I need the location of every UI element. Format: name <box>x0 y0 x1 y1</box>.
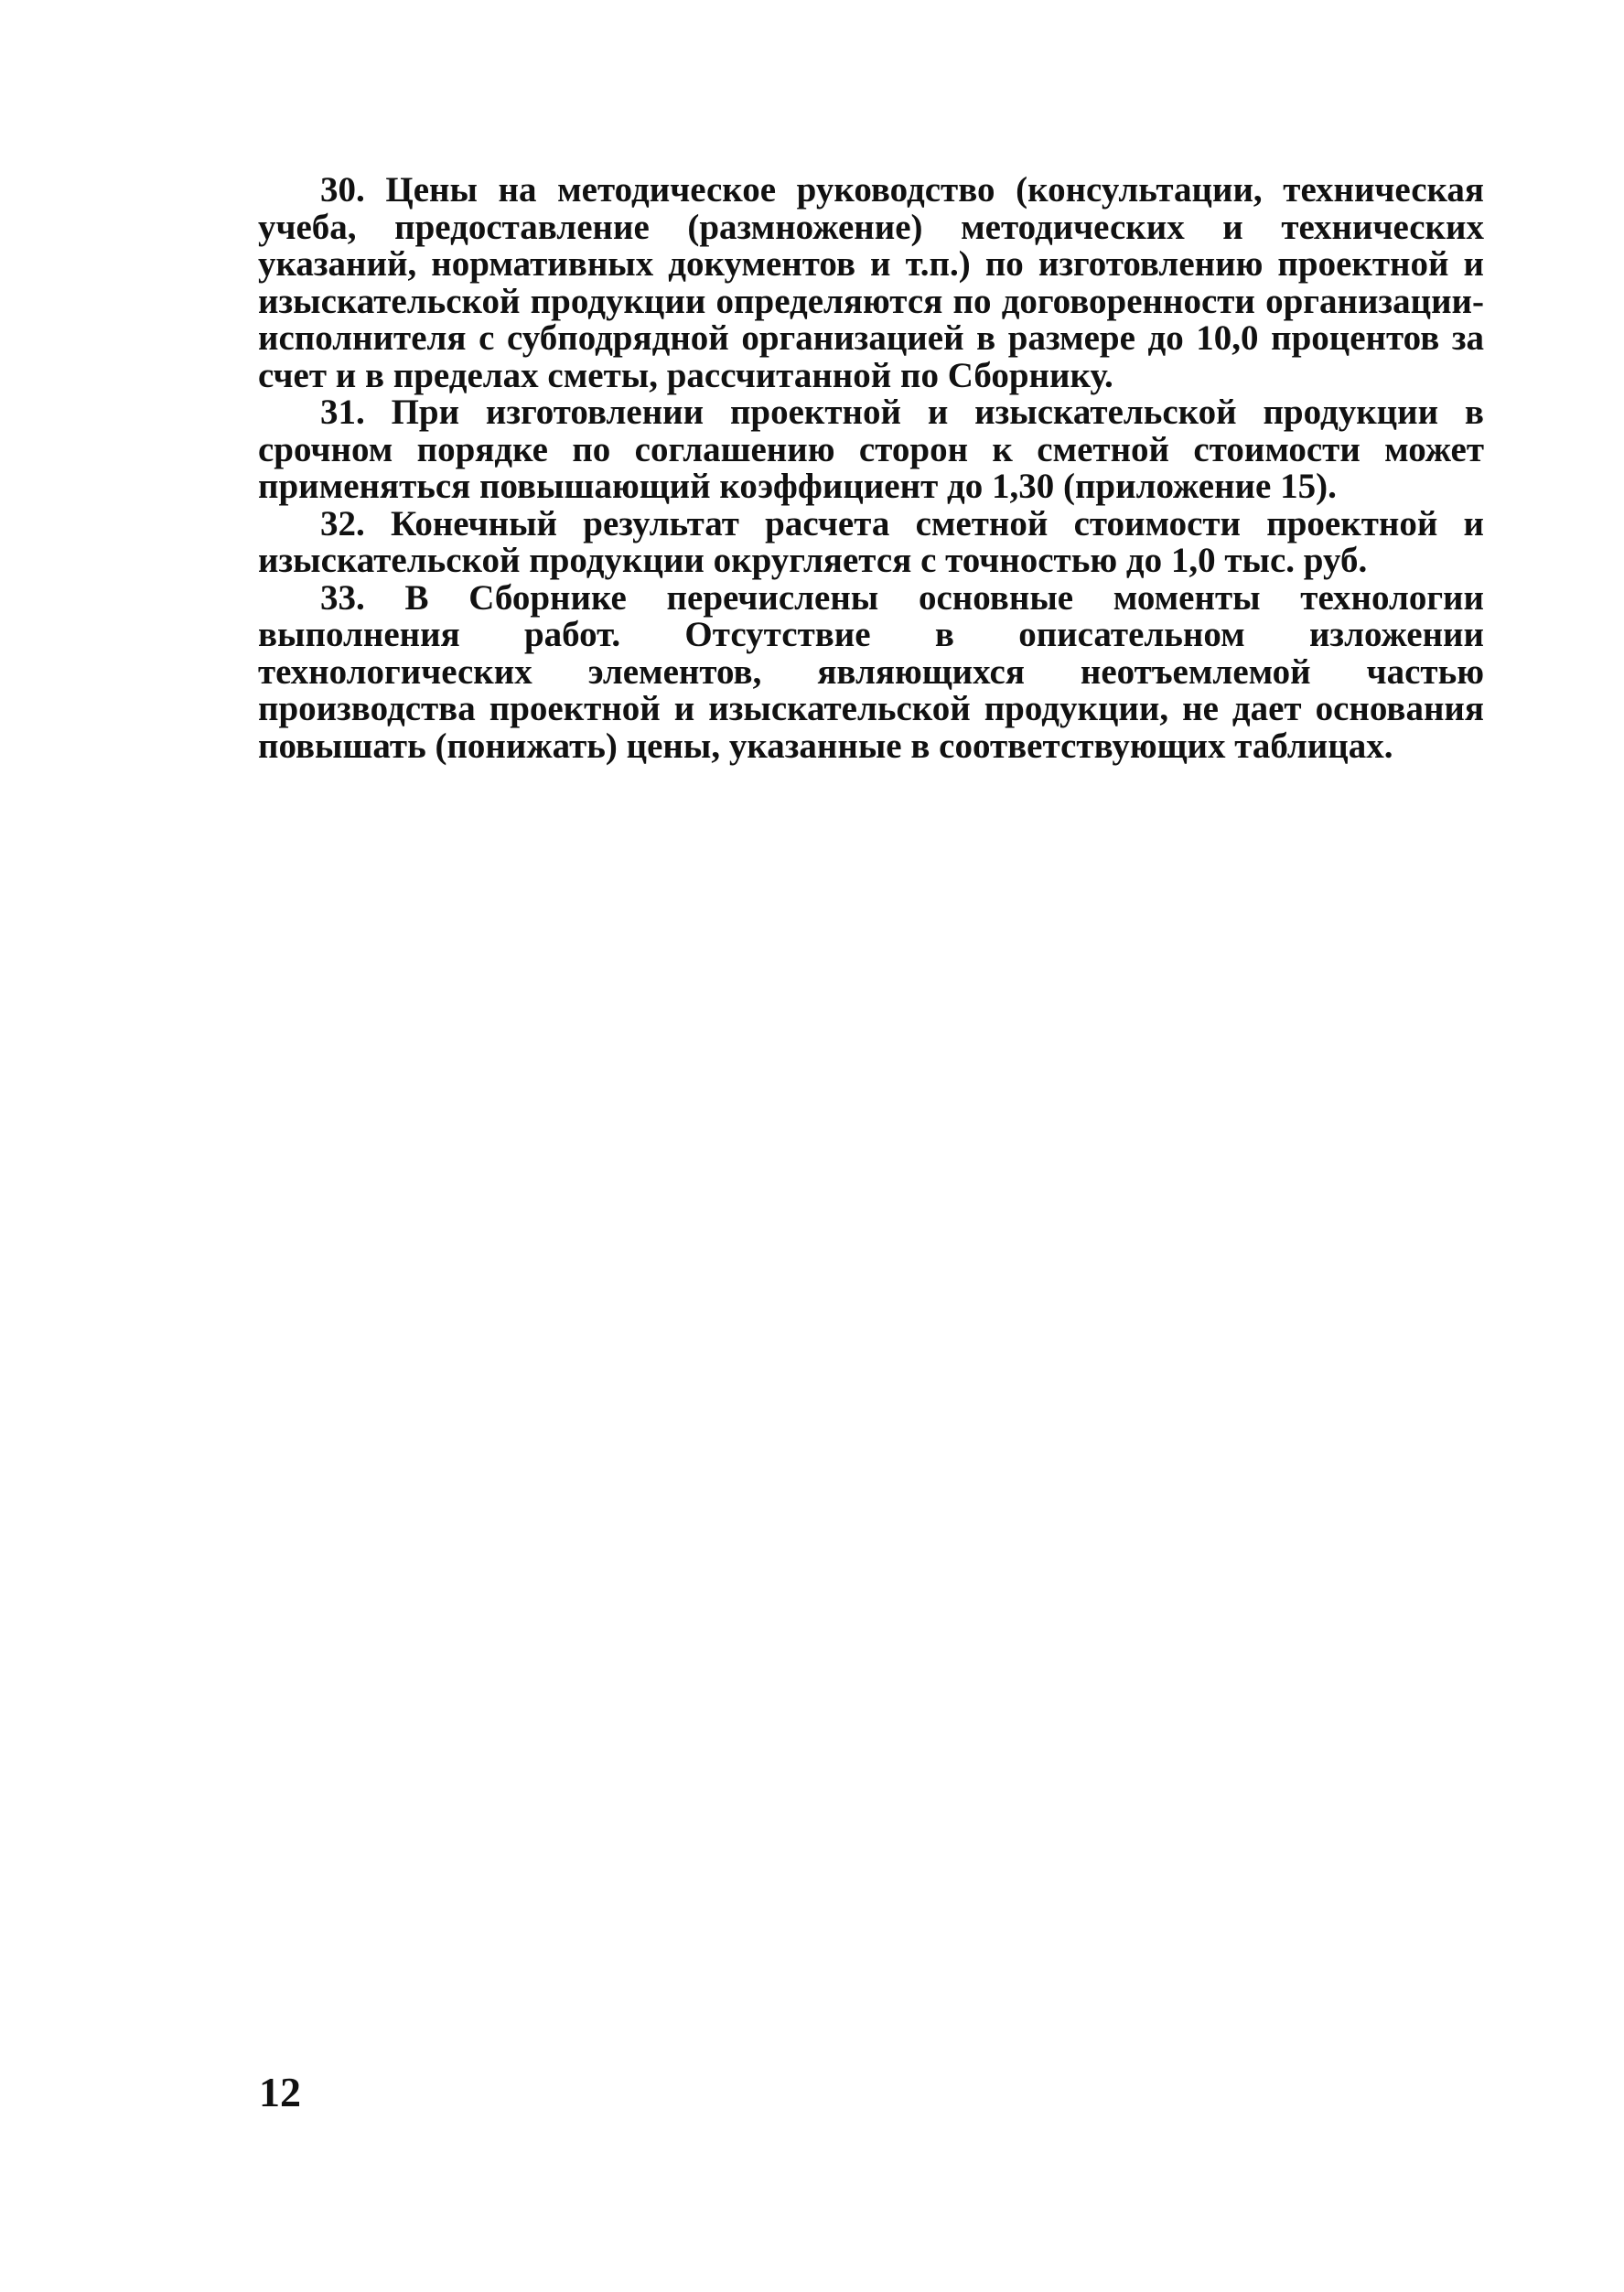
paragraph-30: 30. Цены на методическое руководство (консультации, техническая учеба, предоставление (размножение) методических и технических указаний, нормативных документов и т.п.) по изготовлению проектной и изыскательской продукции определяются по договоренности организации-исполнителя с субподрядной организацией в размере до 10,0 процентов за счет и в пределах сметы, рассчитанной по Сборнику. <box>258 170 1484 395</box>
paragraph-31: 31. При изготовлении проектной и изыскательской продукции в срочном порядке по соглашению сторон к сметной стоимости может применяться повышающий коэффициент до 1,30 (приложение 15). <box>258 393 1484 506</box>
paragraph-33: 33. В Сборнике перечислены основные моменты технологии выполнения работ. Отсутствие в описательном изложении технологических элементов, являющихся неотъемлемой частью производства проектной и изыскательской продукции, не дает основания повышать (понижать) цены, указанные в соответствующих таблицах. <box>258 577 1484 766</box>
page-number: 12 <box>259 2069 301 2115</box>
paragraph-32: 32. Конечный результат расчета сметной стоимости проектной и изыскательской продукции округляется с точностью до 1,0 тыс. руб. <box>258 503 1484 580</box>
body-text <box>258 172 1484 765</box>
